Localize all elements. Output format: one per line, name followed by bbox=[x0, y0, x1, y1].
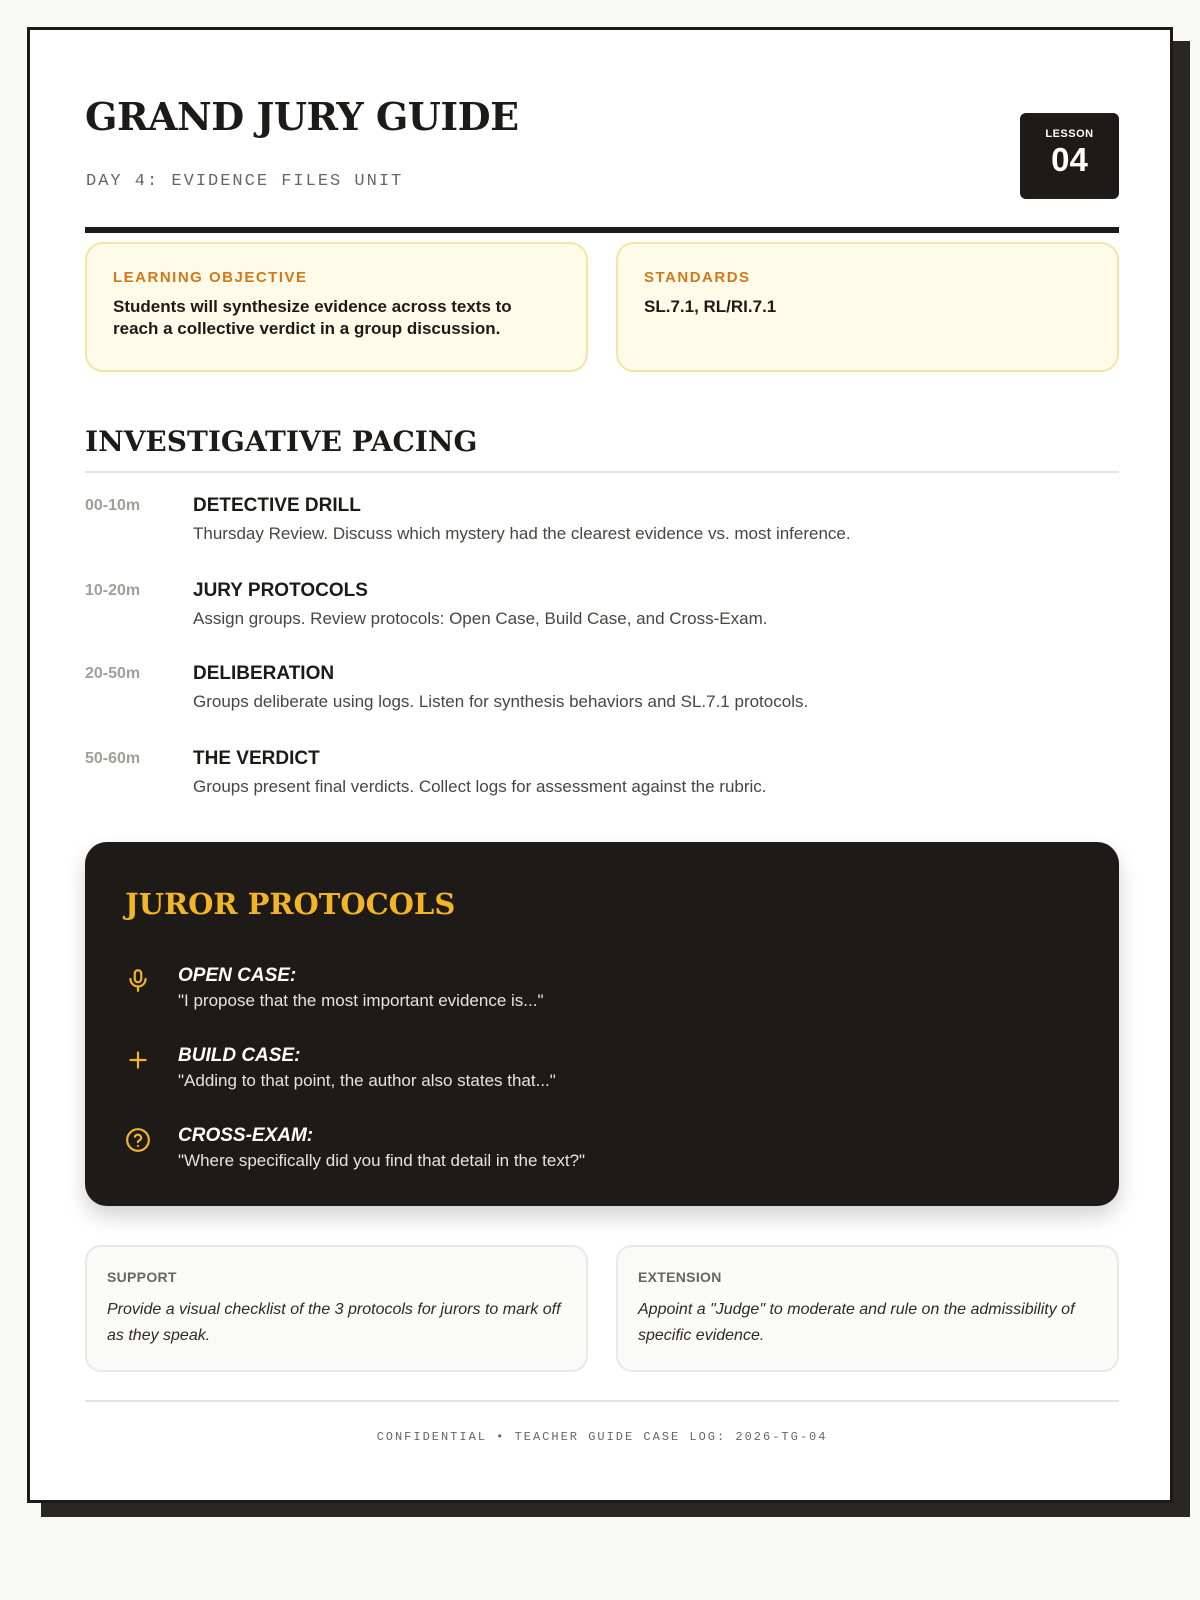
pacing-item bbox=[85, 663, 1119, 733]
protocol-quote: "I propose that the most important evidence is..." bbox=[178, 991, 544, 1010]
plus-icon bbox=[125, 1047, 151, 1073]
page-subtitle: DAY 4: EVIDENCE FILES UNIT bbox=[86, 172, 404, 191]
microphone-icon bbox=[125, 967, 151, 993]
learning-objective-text: Students will synthesize evidence across texts to reach a collective verdict in a group discussion. bbox=[113, 297, 512, 338]
protocol-quote: "Where specifically did you find that detail in the text?" bbox=[178, 1151, 586, 1170]
pacing-time: 50-60m bbox=[85, 750, 141, 767]
pacing-item bbox=[85, 580, 1119, 650]
pacing-title: THE VERDICT bbox=[193, 748, 320, 769]
protocol-name: CROSS-EXAM: bbox=[178, 1125, 314, 1146]
pacing-description: Assign groups. Review protocols: Open Case, Build Case, and Cross-Exam. bbox=[193, 609, 768, 628]
extension-text: Appoint a "Judge" to moderate and rule on the admissibility of specific evidence. bbox=[638, 1301, 1075, 1344]
pacing-time: 20-50m bbox=[85, 665, 141, 682]
pacing-description: Thursday Review. Discuss which mystery had the clearest evidence vs. most inference. bbox=[193, 524, 851, 543]
protocol-name: BUILD CASE: bbox=[178, 1045, 301, 1066]
pacing-section-title: INVESTIGATIVE PACING bbox=[85, 425, 478, 458]
pacing-title: DELIBERATION bbox=[193, 663, 335, 684]
protocol-quote: "Adding to that point, the author also states that..." bbox=[178, 1071, 556, 1090]
header-divider bbox=[85, 227, 1119, 233]
standards-box bbox=[616, 242, 1119, 372]
protocol-item bbox=[125, 965, 1085, 1025]
pacing-description: Groups deliberate using logs. Listen for synthesis behaviors and SL.7.1 protocols. bbox=[193, 692, 809, 711]
pacing-title: DETECTIVE DRILL bbox=[193, 495, 361, 516]
pacing-time: 00-10m bbox=[85, 497, 141, 514]
guide-page bbox=[27, 27, 1173, 1503]
learning-objective-label: LEARNING OBJECTIVE bbox=[113, 269, 308, 286]
standards-label: STANDARDS bbox=[644, 269, 751, 286]
juror-protocols-title: JUROR PROTOCOLS bbox=[125, 887, 456, 921]
pacing-title: JURY PROTOCOLS bbox=[193, 580, 368, 601]
support-label: SUPPORT bbox=[107, 1269, 177, 1285]
support-box bbox=[85, 1245, 588, 1372]
pacing-time: 10-20m bbox=[85, 582, 141, 599]
page-title: GRAND JURY GUIDE bbox=[85, 94, 519, 139]
extension-label: EXTENSION bbox=[638, 1269, 722, 1285]
lesson-number: 04 bbox=[1051, 141, 1088, 178]
protocol-name: OPEN CASE: bbox=[178, 965, 297, 986]
pacing-description: Groups present final verdicts. Collect logs for assessment against the rubric. bbox=[193, 777, 767, 796]
protocol-item bbox=[125, 1125, 1085, 1185]
juror-protocols-panel bbox=[85, 842, 1119, 1206]
pacing-divider bbox=[85, 471, 1119, 473]
extension-box bbox=[616, 1245, 1119, 1372]
lesson-label: LESSON bbox=[1045, 128, 1094, 140]
support-text: Provide a visual checklist of the 3 protocols for jurors to mark off as they speak. bbox=[107, 1301, 561, 1344]
footer-divider bbox=[85, 1400, 1119, 1402]
page-header bbox=[85, 94, 1119, 234]
lesson-badge bbox=[1020, 113, 1119, 199]
pacing-item bbox=[85, 748, 1119, 818]
protocol-item bbox=[125, 1045, 1085, 1105]
question-circle-icon bbox=[125, 1127, 151, 1153]
pacing-item bbox=[85, 495, 1119, 565]
page-footer: CONFIDENTIAL • TEACHER GUIDE CASE LOG: 2026-TG-04 bbox=[376, 1430, 828, 1444]
standards-text: SL.7.1, RL/RI.7.1 bbox=[644, 297, 777, 316]
learning-objective-box bbox=[85, 242, 588, 372]
